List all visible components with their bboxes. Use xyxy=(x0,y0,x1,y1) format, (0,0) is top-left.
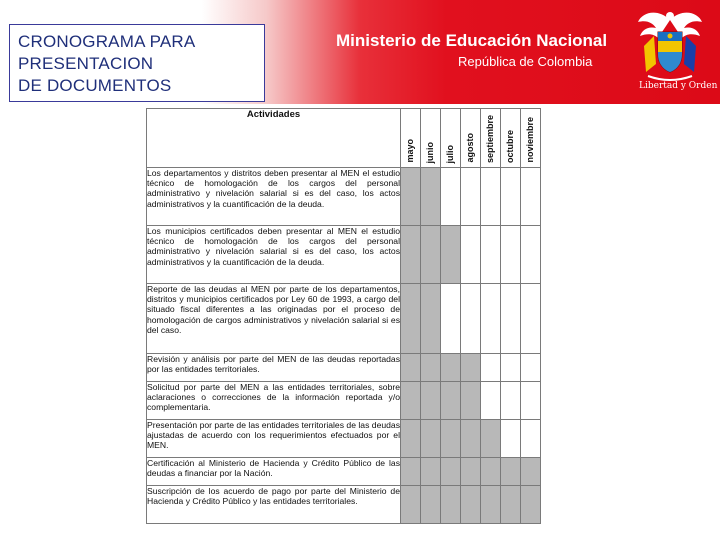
table-row xyxy=(147,354,541,382)
schedule-cell xyxy=(401,284,421,354)
schedule-cell xyxy=(501,420,521,458)
table-row xyxy=(147,458,541,486)
activity-description: Solicitud por parte del MEN a las entidades territoriales, sobre aclaraciones o correcciones de la información reportada y/o complementaria. xyxy=(147,382,401,420)
schedule-cell xyxy=(401,226,421,284)
schedule-cell xyxy=(521,354,541,382)
month-header xyxy=(441,109,461,168)
schedule-table xyxy=(146,108,541,524)
schedule-cell xyxy=(461,486,481,524)
schedule-cell xyxy=(461,354,481,382)
month-label: septiembre xyxy=(485,114,495,163)
schedule-cell xyxy=(521,168,541,226)
schedule-cell xyxy=(401,458,421,486)
schedule-cell xyxy=(441,486,461,524)
activity-description: Los municipios certificados deben presentar al MEN el estudio técnico de homologación de los cargos del personal administrativo y nivelación salarial si es del caso, los actos administrativos y la cuantificación de la deuda. xyxy=(147,226,401,284)
schedule-cell xyxy=(501,168,521,226)
month-header xyxy=(521,109,541,168)
schedule-cell xyxy=(461,420,481,458)
schedule-cell xyxy=(421,382,441,420)
table-row xyxy=(147,226,541,284)
month-header xyxy=(401,109,421,168)
schedule-cell xyxy=(401,354,421,382)
republic-name: República de Colombia xyxy=(458,54,593,69)
schedule-cell xyxy=(481,168,501,226)
schedule-cell xyxy=(521,420,541,458)
schedule-cell xyxy=(421,420,441,458)
schedule-cell xyxy=(521,226,541,284)
schedule-cell xyxy=(441,382,461,420)
schedule-cell xyxy=(401,420,421,458)
schedule-cell xyxy=(481,284,501,354)
schedule-cell xyxy=(461,226,481,284)
month-label: octubre xyxy=(505,129,515,163)
table-row xyxy=(147,284,541,354)
schedule-cell xyxy=(501,226,521,284)
schedule-cell xyxy=(481,458,501,486)
schedule-cell xyxy=(501,354,521,382)
title-line-1: CRONOGRAMA PARA xyxy=(18,32,196,51)
schedule-cell xyxy=(421,284,441,354)
activity-description: Reporte de las deudas al MEN por parte de los departamentos, distritos y municipios certificados por Ley 60 de 1993, a cargo del situado fiscal diferentes a las originadas por el proceso de homologación de cargos administrativos y nivelación salarial si es del caso. xyxy=(147,284,401,354)
schedule-cell xyxy=(501,486,521,524)
title-line-3: DE DOCUMENTOS xyxy=(18,76,172,95)
table-row xyxy=(147,420,541,458)
motto-text: Libertad y Orden xyxy=(639,81,718,91)
document-title-box xyxy=(9,24,265,102)
schedule-cell xyxy=(421,486,441,524)
schedule-cell xyxy=(481,354,501,382)
schedule-cell xyxy=(521,486,541,524)
activity-description: Los departamentos y distritos deben presentar al MEN el estudio técnico de homologación de los cargos del personal administrativo y nivelación salarial si es del caso, los actos administrativos y la cuantificación de la deuda. xyxy=(147,168,401,226)
schedule-cell xyxy=(421,458,441,486)
schedule-cell xyxy=(441,420,461,458)
activity-description: Revisión y análisis por parte del MEN de las deudas reportadas por las entidades territoriales. xyxy=(147,354,401,382)
schedule-cell xyxy=(421,226,441,284)
table-row xyxy=(147,382,541,420)
activity-description: Certificación al Ministerio de Hacienda y Crédito Público de las deudas a financiar por la Nación. xyxy=(147,458,401,486)
table-row xyxy=(147,486,541,524)
month-label: julio xyxy=(445,144,455,163)
schedule-cell xyxy=(441,458,461,486)
month-label: agosto xyxy=(465,133,475,163)
activity-description: Presentación por parte de las entidades territoriales de las deudas ajustadas de acuerdo con los requerimientos efectuados por el MEN. xyxy=(147,420,401,458)
schedule-cell xyxy=(521,458,541,486)
schedule-cell xyxy=(441,284,461,354)
schedule-cell xyxy=(441,226,461,284)
month-header xyxy=(421,109,441,168)
schedule-cell xyxy=(441,168,461,226)
title-line-2: PRESENTACION xyxy=(18,54,154,73)
month-header xyxy=(501,109,521,168)
schedule-cell xyxy=(421,168,441,226)
schedule-cell xyxy=(401,382,421,420)
schedule-cell xyxy=(501,382,521,420)
month-header xyxy=(481,109,501,168)
table-row xyxy=(147,168,541,226)
ministry-name: Ministerio de Educación Nacional xyxy=(336,31,608,50)
schedule-cell xyxy=(421,354,441,382)
schedule-cell xyxy=(501,284,521,354)
schedule-header-row xyxy=(147,109,541,168)
activities-column-header: Actividades xyxy=(147,109,401,168)
schedule-cell xyxy=(401,168,421,226)
schedule-cell xyxy=(501,458,521,486)
schedule-cell xyxy=(521,284,541,354)
schedule-cell xyxy=(401,486,421,524)
month-label: mayo xyxy=(405,139,415,163)
schedule-cell xyxy=(481,226,501,284)
schedule-cell xyxy=(461,382,481,420)
schedule-cell xyxy=(521,382,541,420)
schedule-cell xyxy=(481,486,501,524)
schedule-cell xyxy=(461,458,481,486)
month-label: junio xyxy=(425,141,435,163)
schedule-cell xyxy=(441,354,461,382)
schedule-cell xyxy=(481,420,501,458)
month-label: noviembre xyxy=(525,117,535,163)
schedule-cell xyxy=(461,284,481,354)
month-header xyxy=(461,109,481,168)
activity-description: Suscripción de los acuerdo de pago por parte del Ministerio de Hacienda y Crédito Público y las entidades territoriales. xyxy=(147,486,401,524)
schedule-cell xyxy=(461,168,481,226)
schedule-cell xyxy=(481,382,501,420)
